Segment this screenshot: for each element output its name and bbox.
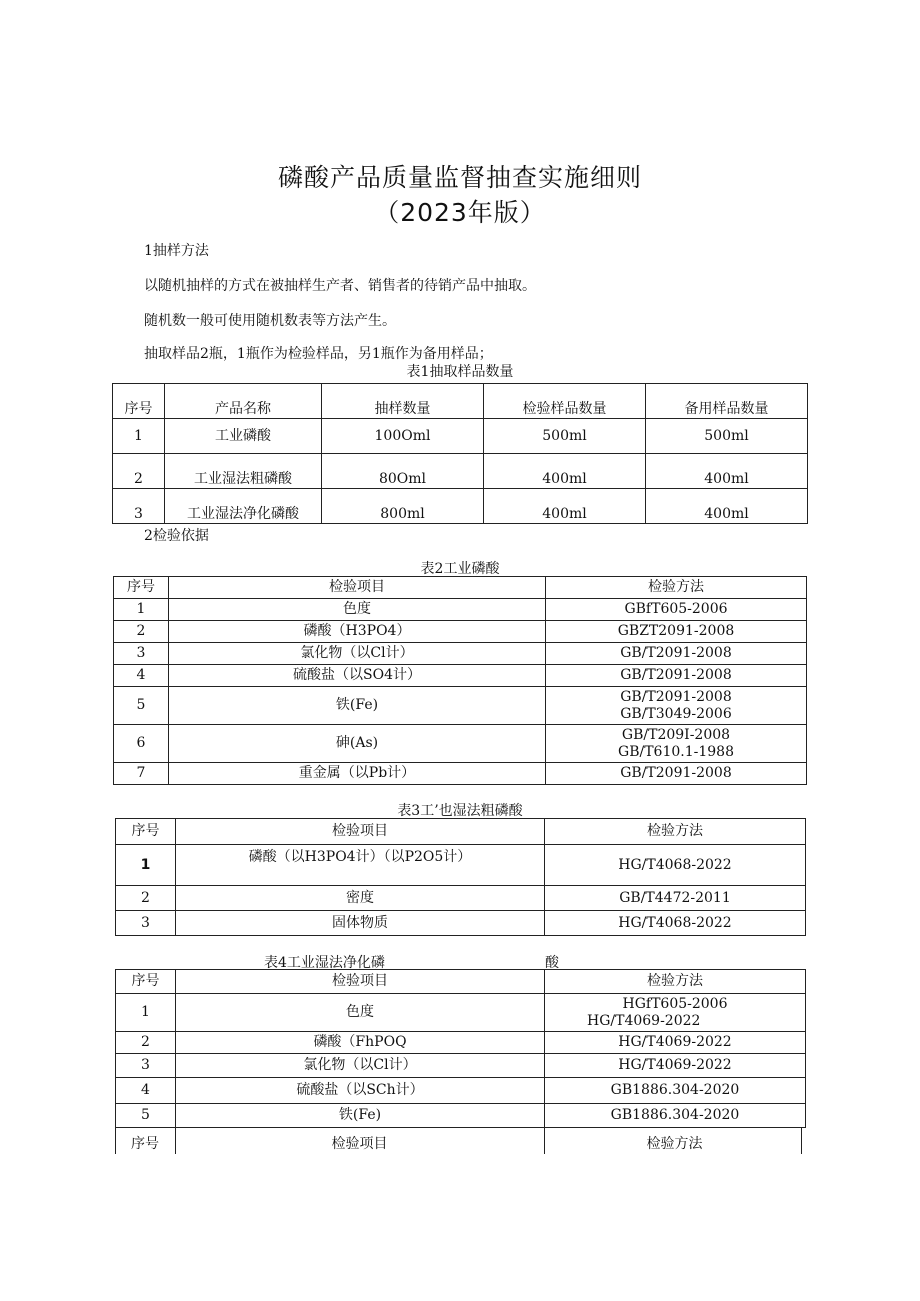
table-row (116, 1104, 806, 1128)
table3-header-cell: 检验项目 (176, 819, 545, 845)
table-cell: 400ml (484, 454, 646, 489)
table-row (116, 886, 806, 911)
table-cell: HG/T4069-2022 (545, 1054, 806, 1078)
table-cell: 磷酸（FhPOQ (176, 1032, 545, 1054)
table1-caption: 表1抽取样品数量 (406, 364, 514, 380)
table-cell: 2 (116, 1032, 176, 1054)
table1-sample-quantity (112, 383, 808, 524)
table1-header-cell: 序号 (113, 384, 165, 419)
table-row (114, 763, 807, 785)
table-row (116, 1032, 806, 1054)
table-cell: 重金属（以Pb计） (169, 763, 546, 785)
table3-wet-process-crude-phosphoric-acid (115, 818, 806, 936)
table-cell: GBZT2091-2008 (546, 621, 807, 643)
table2-caption: 表2工业磷酸 (420, 561, 500, 577)
continued-header-cell: 检验方法 (646, 1136, 703, 1152)
table2-header-cell: 序号 (114, 577, 169, 599)
table-cell: 1 (116, 845, 176, 886)
table-cell: 3 (116, 911, 176, 936)
table-cell: 100Oml (322, 419, 484, 454)
table3-caption: 表3工’也湿法粗磷酸 (397, 803, 523, 819)
table-cell: GBfT605-2006 (546, 599, 807, 621)
table-cell: 铁(Fe) (169, 687, 546, 725)
table-cell: 1 (116, 994, 176, 1032)
table-cell: 2 (114, 621, 169, 643)
table-cell-method (546, 725, 807, 763)
method-line: GB/T2091-2008 (620, 688, 732, 705)
table-row (113, 489, 808, 524)
table-cell: 氯化物（以Cl计） (169, 643, 546, 665)
table-cell: 工业湿法净化磷酸 (165, 489, 322, 524)
table-cell: 2 (116, 886, 176, 911)
table4-header-cell: 检验方法 (545, 970, 806, 994)
table-cell: 5 (116, 1104, 176, 1128)
table-cell: 500ml (646, 419, 808, 454)
table-cell: 工业湿法粗磷酸 (165, 454, 322, 489)
table-cell: 7 (114, 763, 169, 785)
table-cell: GB/T2091-2008 (546, 665, 807, 687)
table4-header-cell: 检验项目 (176, 970, 545, 994)
table-cell: 400ml (646, 489, 808, 524)
table-cell: GB1886.304-2020 (545, 1104, 806, 1128)
table4-header-cell: 序号 (116, 970, 176, 994)
table-cell: HG/T4068-2022 (545, 911, 806, 936)
section-1-paragraph-3: 抽取样品2瓶，1瓶作为检验样品，另1瓶作为备用样品； (144, 346, 493, 362)
document-subtitle: （2023年版） (374, 198, 546, 227)
section-1-paragraph-1: 以随机抽样的方式在被抽样生产者、销售者的待销产品中抽取。 (144, 278, 536, 294)
table3-header-cell: 检验方法 (545, 819, 806, 845)
table-row (116, 1054, 806, 1078)
table4-wet-process-purified-phosphoric-acid (115, 969, 806, 1128)
table-cell: 3 (116, 1054, 176, 1078)
table4-caption-right: 酸 (545, 955, 559, 971)
table2-header-cell: 检验方法 (546, 577, 807, 599)
table2-industrial-phosphoric-acid (113, 576, 807, 785)
table-row (114, 643, 807, 665)
table-row (114, 687, 807, 725)
table2-header-row (114, 577, 807, 599)
table-cell: 磷酸（以H3PO4计）（以P2O5计） (176, 845, 545, 886)
method-line: HGfT605-2006 (622, 995, 728, 1012)
table-row (114, 665, 807, 687)
table-cell: GB/T2091-2008 (546, 763, 807, 785)
table-cell: HG/T4068-2022 (545, 845, 806, 886)
table-cell: 磷酸（H3PO4） (169, 621, 546, 643)
table-cell: 4 (114, 665, 169, 687)
table-cell: 5 (114, 687, 169, 725)
table-row (116, 845, 806, 886)
table1-header-row (113, 384, 808, 419)
table-cell-method (545, 994, 806, 1032)
table-cell: 6 (114, 725, 169, 763)
table-row (114, 725, 807, 763)
table2-header-cell: 检验项目 (169, 577, 546, 599)
method-line: GB/T3049-2006 (620, 705, 732, 722)
table-cell: 800ml (322, 489, 484, 524)
table-cell: 80Oml (322, 454, 484, 489)
table-row (116, 994, 806, 1032)
table1-header-cell: 检验样品数量 (484, 384, 646, 419)
table-cell: 400ml (646, 454, 808, 489)
document-title: 磷酸产品质量监督抽查实施细则 (277, 163, 642, 192)
table-row (113, 419, 808, 454)
section-1-paragraph-2: 随机数一般可使用随机数表等方法产生。 (144, 313, 396, 329)
table-row (114, 599, 807, 621)
table-cell: 400ml (484, 489, 646, 524)
table-cell: GB/T4472-2011 (545, 886, 806, 911)
table-cell: 1 (113, 419, 165, 454)
table-cell: 铁(Fe) (176, 1104, 545, 1128)
table-cell: 4 (116, 1078, 176, 1104)
table-cell: 1 (114, 599, 169, 621)
table-cell: HG/T4069-2022 (545, 1032, 806, 1054)
table-cell: 工业磷酸 (165, 419, 322, 454)
table1-header-cell: 备用样品数量 (646, 384, 808, 419)
table-cell: 密度 (176, 886, 545, 911)
table4-continued-header (115, 1128, 805, 1154)
table-cell: 色度 (176, 994, 545, 1032)
table4-caption-left: 表4工业湿法净化磷 (264, 955, 385, 971)
table-cell-method (546, 687, 807, 725)
method-line: GB/T610.1-1988 (618, 743, 734, 760)
table-cell: 硫酸盐（以SCh计） (176, 1078, 545, 1104)
table3-header-row (116, 819, 806, 845)
table-row (116, 1078, 806, 1104)
table-row (114, 621, 807, 643)
method-line: HG/T4069-2022 (587, 1012, 701, 1029)
continued-header-cell: 检验项目 (331, 1136, 388, 1152)
table-cell: GB1886.304-2020 (545, 1078, 806, 1104)
table-cell: 色度 (169, 599, 546, 621)
table-cell: GB/T2091-2008 (546, 643, 807, 665)
section-1-heading: 1抽样方法 (144, 243, 209, 259)
method-line: GB/T209I-2008 (621, 726, 731, 743)
table3-header-cell: 序号 (116, 819, 176, 845)
table-cell: 3 (113, 489, 165, 524)
table-cell: 3 (114, 643, 169, 665)
section-2-heading: 2检验依据 (144, 528, 209, 544)
table-row (116, 911, 806, 936)
table-cell: 砷(As) (169, 725, 546, 763)
table1-header-cell: 产品名称 (165, 384, 322, 419)
continued-header-cell: 序号 (131, 1136, 159, 1152)
table-cell: 2 (113, 454, 165, 489)
table-cell: 硫酸盐（以SO4计） (169, 665, 546, 687)
table-row (113, 454, 808, 489)
table-cell: 氯化物（以Cl计） (176, 1054, 545, 1078)
table-cell: 500ml (484, 419, 646, 454)
table-cell: 固体物质 (176, 911, 545, 936)
table1-header-cell: 抽样数量 (322, 384, 484, 419)
table4-header-row (116, 970, 806, 994)
